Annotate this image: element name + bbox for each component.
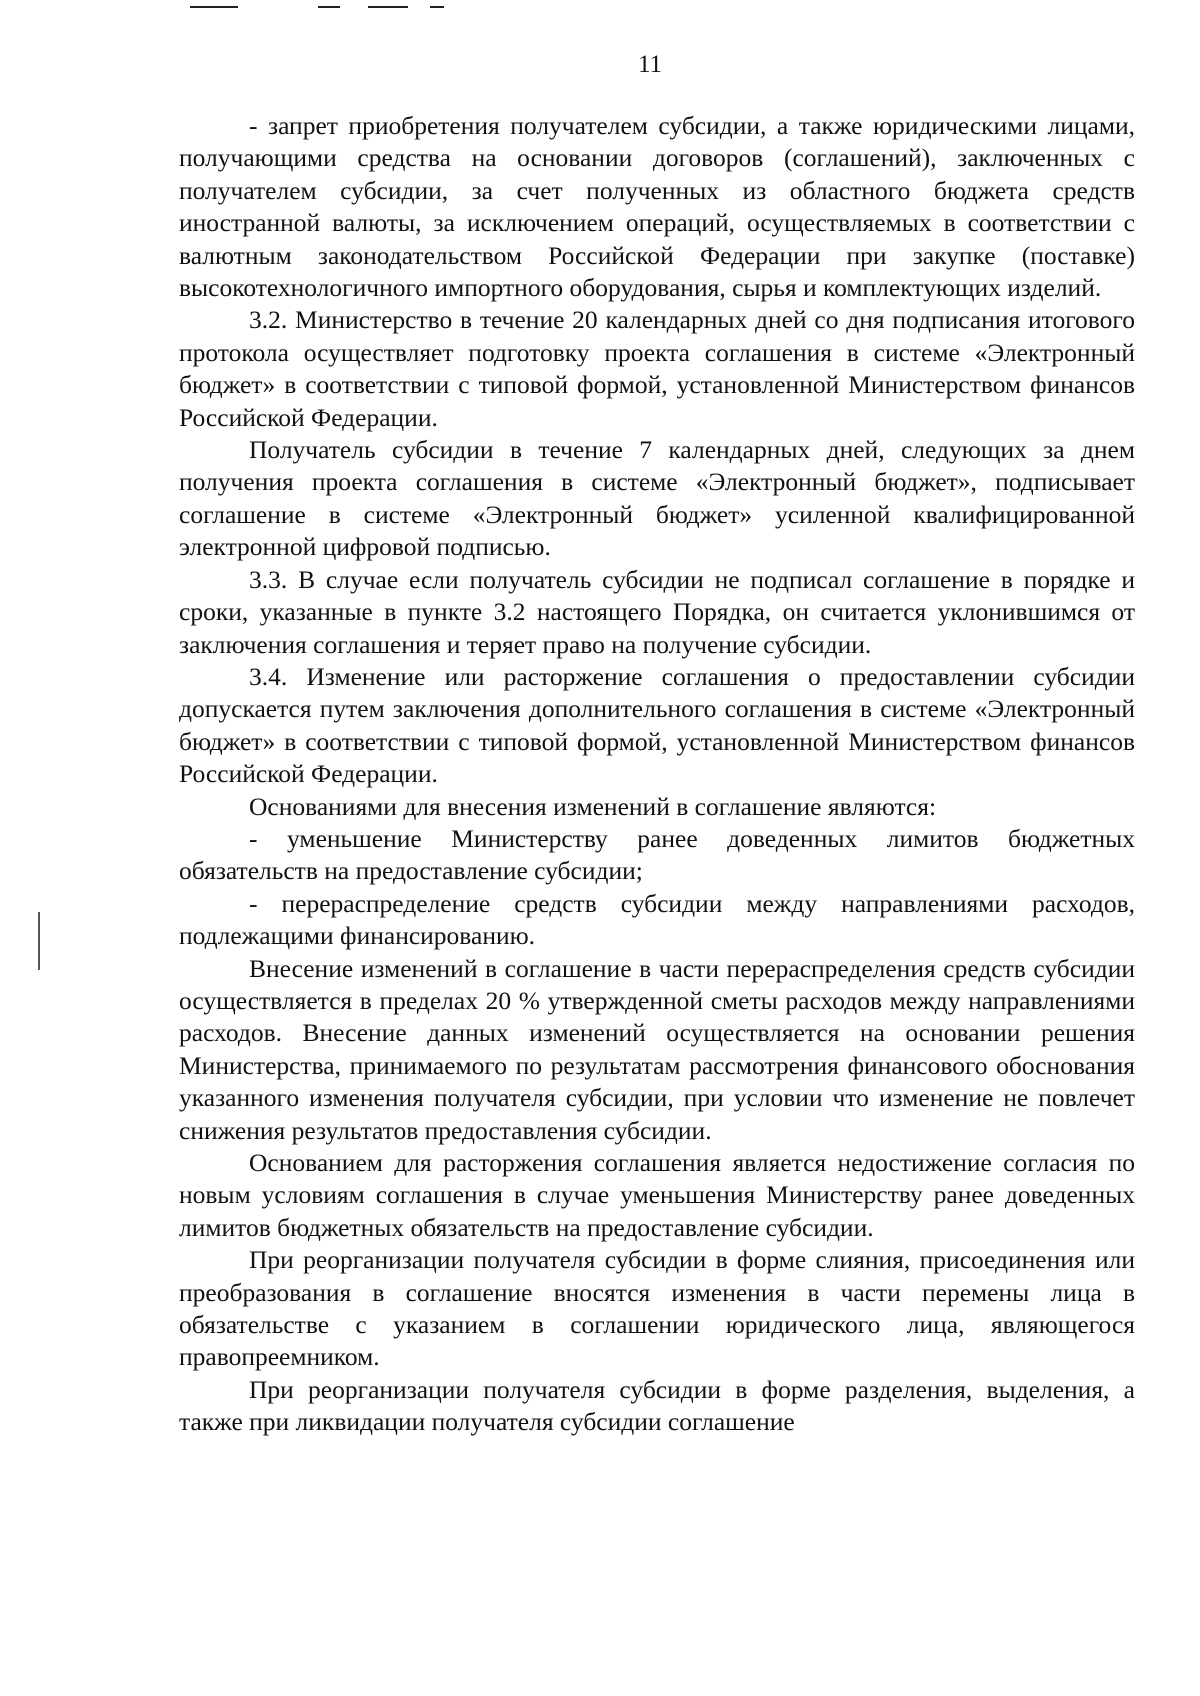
- paragraph: Получатель субсидии в течение 7 календарных дней, следующих за днем получения проекта соглашения в системе «Электронный бюджет», подписывает соглашение в системе «Электронный бюджет» усиленной квалифицированной электронной цифровой подписью.: [179, 435, 1135, 562]
- margin-scan-mark: [38, 912, 40, 970]
- paragraph: - уменьшение Министерству ранее доведенных лимитов бюджетных обязательств на предоставление субсидии;: [179, 823, 1135, 886]
- paragraph: - перераспределение средств субсидии между направлениями расходов, подлежащими финансированию.: [179, 888, 1135, 951]
- scan-mark: [318, 6, 340, 8]
- paragraph: Внесение изменений в соглашение в части перераспределения средств субсидии осуществляется в пределах 20 % утвержденной сметы расходов между направлениями расходов. Внесение данных изменений осуществляется на основании решения Министерства, принимаемого по результатам рассмотрения финансового обоснования указанного изменения получателя субсидии, при условии что изменение не повлечет снижения результатов предоставления субсидии.: [179, 953, 1135, 1145]
- page-number: 11: [637, 51, 663, 78]
- scan-mark: [430, 6, 444, 8]
- document-body: [179, 110, 1135, 1439]
- paragraph: 3.4. Изменение или расторжение соглашения о предоставлении субсидии допускается путем заключения дополнительного соглашения в системе «Электронный бюджет» в соответствии с типовой формой, установленной Министерством финансов Российской Федерации.: [179, 661, 1135, 789]
- paragraph: Основаниями для внесения изменений в соглашение являются:: [249, 791, 937, 821]
- paragraph: 3.3. В случае если получатель субсидии не подписал соглашение в порядке и сроки, указанные в пункте 3.2 настоящего Порядка, он считается уклонившимся от заключения соглашения и теряет право на получение субсидии.: [179, 564, 1135, 659]
- paragraph: При реорганизации получателя субсидии в форме слияния, присоединения или преобразования в соглашение вносятся изменения в части перемены лица в обязательстве с указанием в соглашении юридического лица, являющегося правопреемником.: [179, 1245, 1135, 1372]
- paragraph: При реорганизации получателя субсидии в форме разделения, выделения, а также при ликвидации получателя субсидии соглашение: [179, 1374, 1135, 1437]
- scan-mark: [368, 6, 408, 8]
- paragraph: - запрет приобретения получателем субсидии, а также юридическими лицами, получающими средства на основании договоров (соглашений), заключенных с получателем субсидии, за счет полученных из областного бюджета средств иностранной валюты, за исключением операций, осуществляемых в соответствии с валютным законодательством Российской Федерации при закупке (поставке) высокотехнологичного импортного оборудования, сырья и комплектующих изделий.: [179, 111, 1135, 303]
- scan-artifact-marks: [190, 0, 490, 10]
- paragraph: Основанием для расторжения соглашения является недостижение согласия по новым условиям соглашения в случае уменьшения Министерству ранее доведенных лимитов бюджетных обязательств на предоставление субсидии.: [179, 1148, 1135, 1242]
- scan-mark: [190, 6, 238, 8]
- paragraph: 3.2. Министерство в течение 20 календарных дней со дня подписания итогового протокола осуществляет подготовку проекта соглашения в системе «Электронный бюджет» в соответствии с типовой формой, установленной Министерством финансов Российской Федерации.: [179, 305, 1135, 432]
